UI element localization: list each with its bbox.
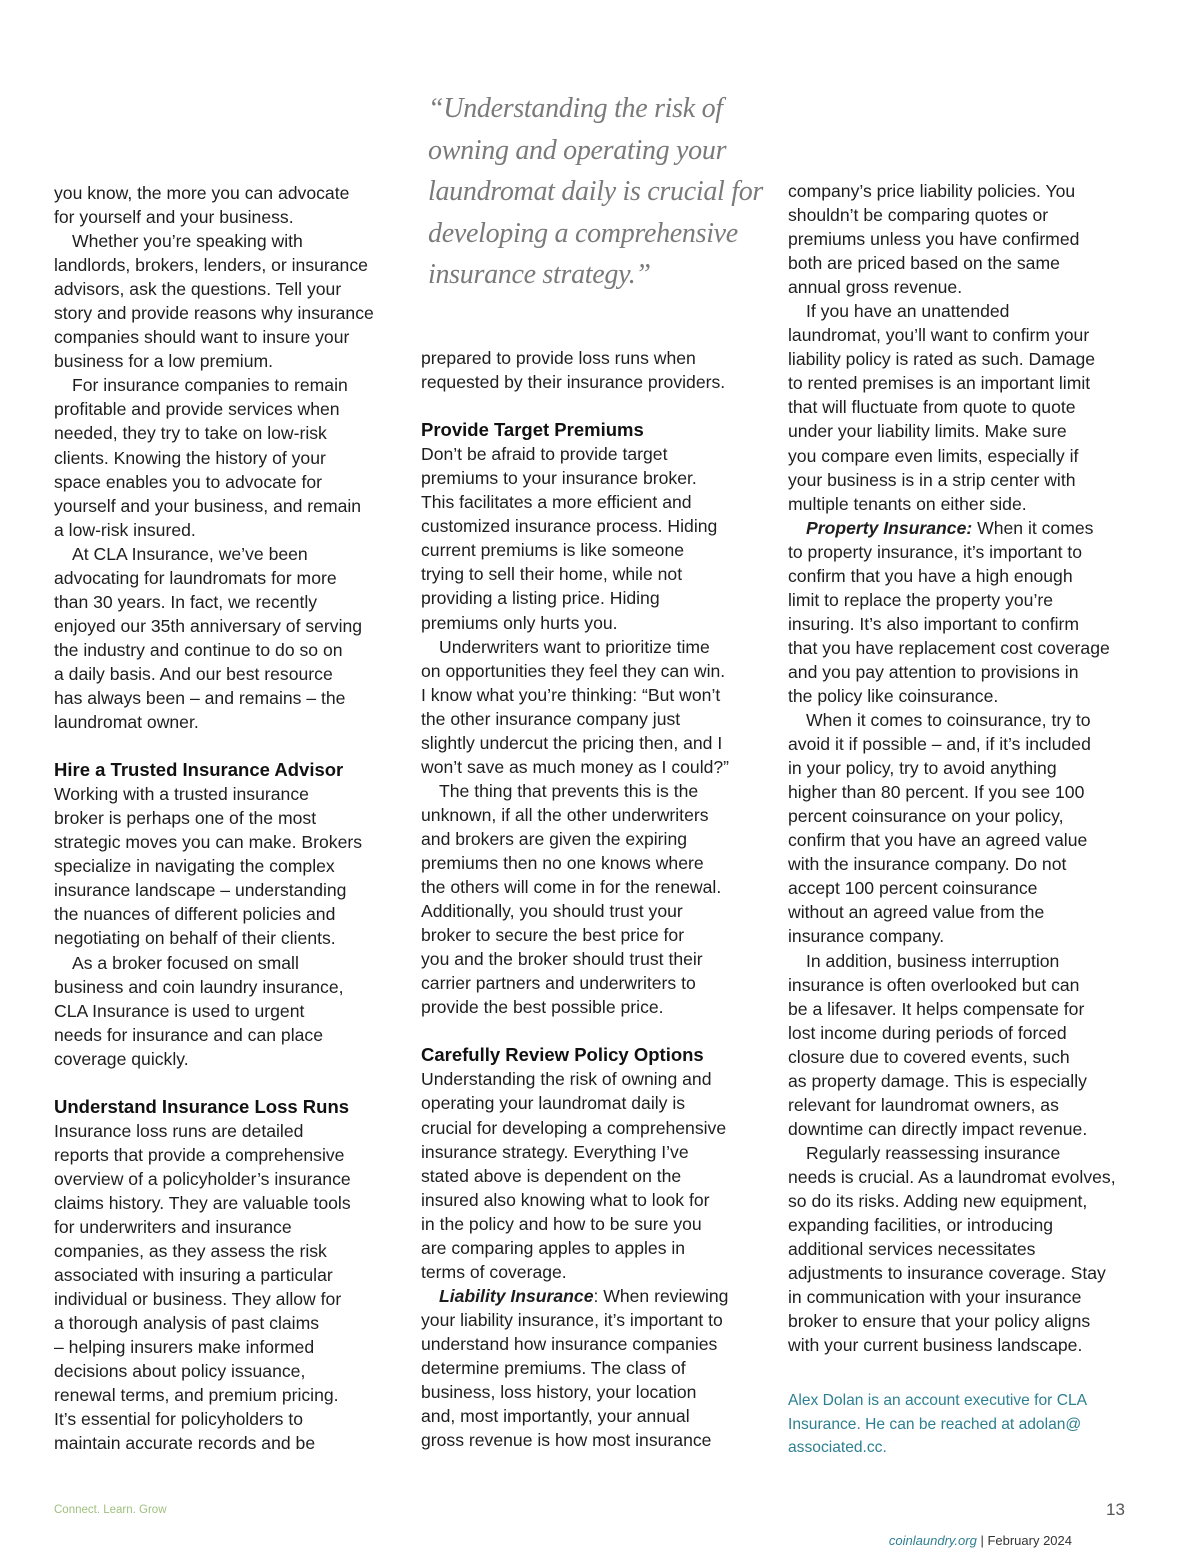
body-line: company’s price liability policies. You: [788, 181, 1076, 201]
body-line: specialize in navigating the complex: [54, 856, 335, 877]
body-line: and, most importantly, your annual: [421, 1406, 690, 1427]
article-column-1: [54, 181, 414, 1455]
body-line: If you have an unattended: [806, 301, 1010, 322]
body-line: a daily basis. And our best resource: [54, 663, 333, 684]
body-line: premiums only hurts you.: [421, 612, 618, 633]
body-line: stated above is dependent on the: [421, 1165, 682, 1186]
line-spacer: [54, 734, 414, 758]
body-line: as property damage. This is especially: [788, 1070, 1087, 1091]
body-line: decisions about policy issuance,: [54, 1361, 306, 1382]
body-line: the nuances of different policies and: [54, 904, 336, 925]
line-spacer: [54, 1071, 414, 1095]
body-line: operating your laundromat daily is: [421, 1093, 686, 1114]
body-line: For insurance companies to remain: [72, 375, 348, 396]
body-line: understand how insurance companies: [421, 1333, 718, 1354]
body-line: in the policy and how to be sure you: [421, 1213, 702, 1234]
body-text: When it comes: [972, 517, 1094, 538]
body-line: This facilitates a more efficient and: [421, 492, 692, 513]
body-line: insuring. It’s also important to confirm: [788, 613, 1080, 634]
body-line: annual gross revenue.: [788, 277, 963, 298]
body-line: in your policy, try to avoid anything: [788, 758, 1057, 779]
body-line: needs for insurance and can place: [54, 1024, 323, 1045]
body-line: premiums then no one knows where: [421, 852, 704, 873]
body-line: business and coin laundry insurance,: [54, 976, 344, 997]
body-line: business for a low premium.: [54, 351, 274, 372]
body-line: expanding facilities, or introducing: [788, 1215, 1054, 1236]
section-heading: Hire a Trusted Insurance Advisor: [54, 759, 344, 781]
bio-line: associated.cc.: [788, 1439, 887, 1456]
body-line: that you have replacement cost coverage: [788, 637, 1110, 658]
body-line: are comparing apples to apples in: [421, 1237, 686, 1258]
body-line: the other insurance company just: [421, 708, 681, 729]
body-line: clients. Knowing the history of your: [54, 447, 326, 468]
line-spacer: [421, 1019, 781, 1043]
section-heading: Understand Insurance Loss Runs: [54, 1095, 350, 1117]
body-line: providing a listing price. Hiding: [421, 588, 660, 609]
footer-issue: February 2024: [987, 1533, 1072, 1548]
pull-quote-line: insurance strategy.”: [428, 259, 651, 290]
body-line: coverage quickly.: [54, 1048, 189, 1069]
footer-separator: |: [976, 1533, 988, 1548]
body-line: requested by their insurance providers.: [421, 372, 726, 393]
body-line: for underwriters and insurance: [54, 1217, 292, 1238]
body-line: both are priced based on the same: [788, 253, 1060, 274]
body-text: : When reviewing: [593, 1285, 729, 1306]
body-line: determine premiums. The class of: [421, 1357, 686, 1378]
body-line: Insurance loss runs are detailed: [54, 1120, 304, 1141]
line-spacer: [421, 394, 781, 418]
body-line: trying to sell their home, while not: [421, 564, 683, 585]
body-line: Additionally, you should trust your: [421, 901, 683, 922]
body-line: needed, they try to take on low-risk: [54, 423, 327, 444]
body-line: profitable and provide services when: [54, 399, 340, 420]
body-line: to property insurance, it’s important to: [788, 541, 1083, 562]
body-line: has always been – and remains – the: [54, 687, 346, 708]
body-line: than 30 years. In fact, we recently: [54, 591, 318, 612]
body-line: associated with insuring a particular: [54, 1265, 333, 1286]
pull-quote-line: owning and operating your: [428, 134, 727, 166]
body-line: individual or business. They allow for: [54, 1289, 342, 1310]
body-line: unknown, if all the other underwriters: [421, 804, 709, 825]
inline-subheading: Property Insurance:: [806, 517, 973, 538]
body-line: accept 100 percent coinsurance: [788, 878, 1038, 899]
body-line: shouldn’t be comparing quotes or: [788, 205, 1049, 226]
body-line: terms of coverage.: [421, 1261, 567, 1282]
page-number: 13: [1106, 1500, 1125, 1519]
footer-site-link[interactable]: coinlaundry.org: [888, 1533, 977, 1548]
body-line: without an agreed value from the: [788, 902, 1045, 923]
body-line: I know what you’re thinking: “But won’t: [421, 684, 721, 705]
pull-quote-line: “Understanding the risk of: [428, 93, 723, 124]
body-line: insurance landscape – understanding: [54, 880, 347, 901]
body-line: insurance company.: [788, 926, 945, 947]
body-line: business, loss history, your location: [421, 1382, 697, 1403]
article-column-2: [421, 346, 781, 1452]
body-line: that will fluctuate from quote to quote: [788, 397, 1076, 418]
body-line: landlords, brokers, lenders, or insurance: [54, 255, 368, 276]
body-line: – helping insurers make informed: [54, 1337, 315, 1358]
body-line: Don’t be afraid to provide target: [421, 444, 668, 465]
body-line: you know, the more you can advocate: [54, 183, 350, 203]
body-line: liability policy is rated as such. Damage: [788, 349, 1096, 370]
body-line: CLA Insurance is used to urgent: [54, 1000, 305, 1021]
footer-tagline: Connect. Learn. Grow: [54, 1504, 167, 1516]
bio-line: Alex Dolan is an account executive for CLA: [788, 1392, 1088, 1409]
body-line: insurance is often overlooked but can: [788, 974, 1080, 995]
pull-quote-line: developing a comprehensive: [428, 217, 738, 249]
body-line: the others will come in for the renewal.: [421, 877, 722, 898]
body-line: and you pay attention to provisions in: [788, 661, 1079, 682]
body-line: Regularly reassessing insurance: [806, 1142, 1061, 1163]
body-line: As a broker focused on small: [72, 952, 299, 973]
author-bio: [788, 1389, 1087, 1460]
body-line: story and provide reasons why insurance: [54, 303, 374, 324]
body-line: crucial for developing a comprehensive: [421, 1117, 727, 1138]
body-line: on opportunities they feel they can win.: [421, 660, 726, 681]
body-line: gross revenue is how most insurance: [421, 1430, 712, 1451]
body-line: negotiating on behalf of their clients.: [54, 928, 336, 949]
body-line: in communication with your insurance: [788, 1287, 1082, 1308]
body-line: strategic moves you can make. Brokers: [54, 832, 363, 853]
body-line: renewal terms, and premium pricing.: [54, 1385, 339, 1406]
body-line: limit to replace the property you’re: [788, 589, 1054, 610]
body-line: laundromat owner.: [54, 712, 199, 733]
body-line: you and the broker should trust their: [421, 949, 703, 970]
body-line: [788, 516, 1148, 540]
body-line: customized insurance process. Hiding: [421, 516, 718, 537]
body-line: enjoyed our 35th anniversary of serving: [54, 615, 363, 636]
body-line: for yourself and your business.: [54, 207, 294, 228]
body-line: [421, 1284, 781, 1308]
body-line: avoid it if possible – and, if it’s included: [788, 734, 1091, 755]
body-line: premiums to your insurance broker.: [421, 468, 697, 489]
body-line: the policy like coinsurance.: [788, 685, 999, 706]
inline-subheading: Liability Insurance: [439, 1285, 594, 1306]
body-line: premiums unless you have confirmed: [788, 229, 1080, 250]
body-line: your liability insurance, it’s important to: [421, 1309, 723, 1330]
section-heading: Carefully Review Policy Options: [421, 1044, 704, 1066]
body-line: percent coinsurance on your policy,: [788, 806, 1064, 827]
body-line: broker is perhaps one of the most: [54, 808, 317, 829]
body-line: Working with a trusted insurance: [54, 784, 309, 805]
body-line: In addition, business interruption: [806, 950, 1060, 971]
body-line: lost income during periods of forced: [788, 1022, 1067, 1043]
body-line: overview of a policyholder’s insurance: [54, 1168, 351, 1189]
pull-quote: [428, 88, 768, 296]
body-line: downtime can directly impact revenue.: [788, 1118, 1088, 1139]
body-line: At CLA Insurance, we’ve been: [72, 543, 308, 564]
body-line: the industry and continue to do so on: [54, 639, 343, 660]
footer-info: [889, 1533, 1072, 1548]
body-line: claims history. They are valuable tools: [54, 1192, 351, 1213]
body-line: companies should want to insure your: [54, 327, 350, 348]
body-line: prepared to provide loss runs when: [421, 348, 696, 368]
body-line: to rented premises is an important limit: [788, 373, 1091, 394]
body-line: insured also knowing what to look for: [421, 1189, 710, 1210]
body-line: under your liability limits. Make sure: [788, 421, 1067, 442]
body-line: current premiums is like someone: [421, 540, 685, 561]
body-line: so do its risks. Adding new equipment,: [788, 1190, 1088, 1211]
body-line: closure due to covered events, such: [788, 1046, 1070, 1067]
body-line: carrier partners and underwriters to: [421, 973, 696, 994]
body-line: The thing that prevents this is the: [439, 780, 699, 801]
body-line: space enables you to advocate for: [54, 471, 322, 492]
body-line: won’t save as much money as I could?”: [421, 756, 730, 777]
body-line: advocating for laundromats for more: [54, 567, 337, 588]
body-line: relevant for laundromat owners, as: [788, 1094, 1059, 1115]
body-line: laundromat, you’ll want to confirm your: [788, 325, 1090, 346]
body-line: advisors, ask the questions. Tell your: [54, 279, 342, 300]
body-line: your business is in a strip center with: [788, 469, 1076, 490]
article-column-3: [788, 179, 1148, 1357]
body-line: you compare even limits, especially if: [788, 445, 1079, 466]
body-line: be a lifesaver. It helps compensate for: [788, 998, 1085, 1019]
body-line: and brokers are given the expiring: [421, 828, 688, 849]
body-line: with your current business landscape.: [788, 1335, 1083, 1356]
body-line: adjustments to insurance coverage. Stay: [788, 1263, 1106, 1284]
body-line: When it comes to coinsurance, try to: [806, 710, 1091, 731]
body-line: insurance strategy. Everything I’ve: [421, 1141, 689, 1162]
body-line: needs is crucial. As a laundromat evolves,: [788, 1166, 1116, 1187]
bio-line: Insurance. He can be reached at adolan@: [788, 1415, 1082, 1433]
body-line: provide the best possible price.: [421, 997, 664, 1018]
section-heading: Provide Target Premiums: [421, 419, 644, 441]
body-line: broker to ensure that your policy aligns: [788, 1311, 1091, 1332]
body-line: slightly undercut the pricing then, and I: [421, 732, 723, 753]
body-line: confirm that you have an agreed value: [788, 830, 1088, 851]
body-line: a thorough analysis of past claims: [54, 1313, 320, 1334]
body-line: companies, as they assess the risk: [54, 1241, 327, 1262]
body-line: higher than 80 percent. If you see 100: [788, 782, 1085, 803]
pull-quote-line: laundromat daily is crucial for: [428, 176, 763, 207]
body-line: a low-risk insured.: [54, 519, 196, 540]
body-line: reports that provide a comprehensive: [54, 1144, 345, 1165]
body-line: confirm that you have a high enough: [788, 565, 1073, 586]
body-line: Whether you’re speaking with: [72, 231, 303, 252]
body-line: Underwriters want to prioritize time: [439, 636, 710, 657]
body-line: broker to secure the best price for: [421, 925, 685, 946]
body-line: with the insurance company. Do not: [788, 854, 1067, 875]
body-line: yourself and your business, and remain: [54, 495, 362, 516]
body-line: multiple tenants on either side.: [788, 493, 1027, 514]
body-line: It’s essential for policyholders to: [54, 1409, 304, 1430]
body-line: additional services necessitates: [788, 1239, 1036, 1260]
body-line: maintain accurate records and be: [54, 1433, 316, 1454]
body-line: Understanding the risk of owning and: [421, 1069, 712, 1090]
